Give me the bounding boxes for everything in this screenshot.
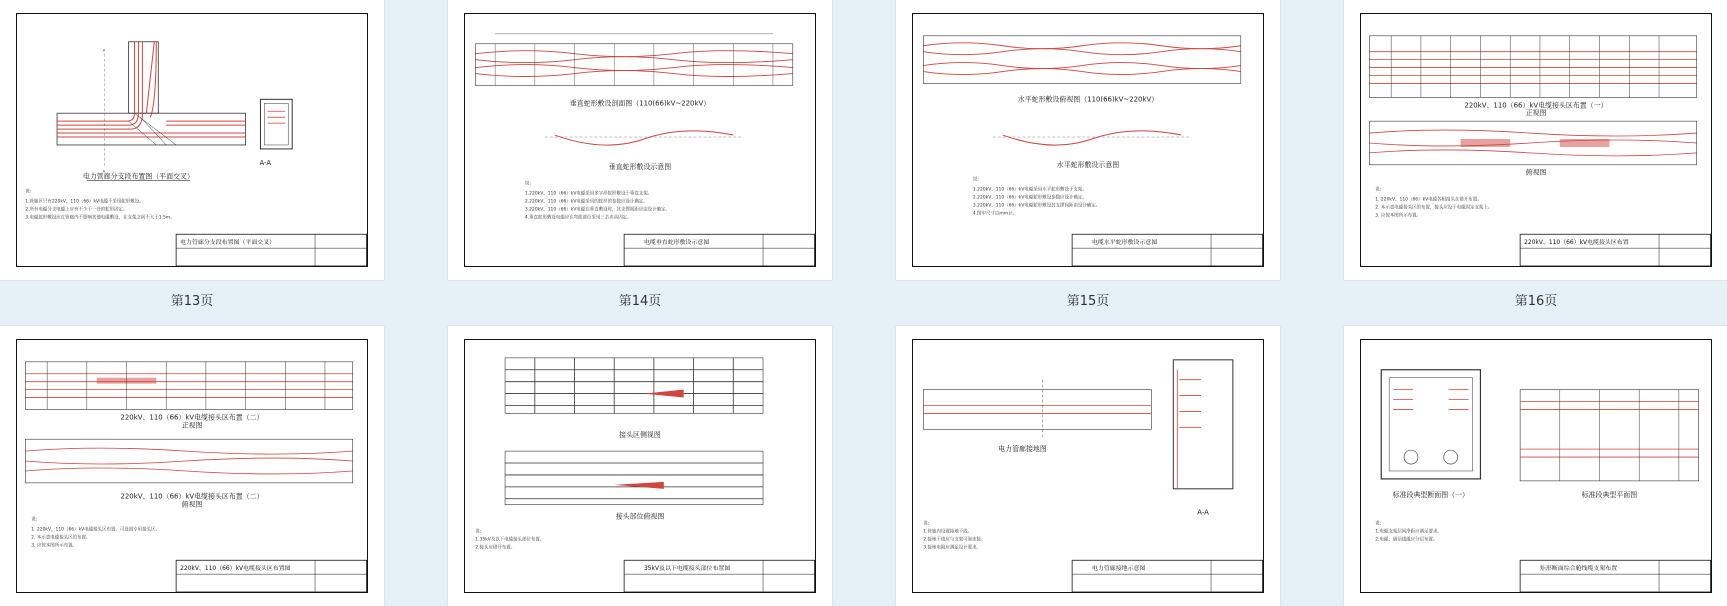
svg-text:4.图中尺寸以mm计。: 4.图中尺寸以mm计。 xyxy=(972,211,1018,217)
svg-text:2. 本示意电缆接头区的布置。: 2. 本示意电缆接头区的布置。 xyxy=(31,535,91,541)
drawing-sheet xyxy=(912,339,1264,593)
svg-text:2.所有电缆分支电缆上应有不少于一处的蛇形固定。: 2.所有电缆分支电缆上应有不少于一处的蛇形固定。 xyxy=(25,207,128,213)
drawing-14 xyxy=(465,14,815,266)
svg-text:说:: 说: xyxy=(923,521,930,527)
svg-text:A-A: A-A xyxy=(1197,508,1209,517)
title-block-text: 电力管廊分支段布置图（平面交叉） xyxy=(180,239,276,247)
svg-text:1.管廊区只有220kV、110（66）kV电缆不采用蛇形敷: 1.管廊区只有220kV、110（66）kV电缆不采用蛇形敷设。 xyxy=(25,199,144,205)
svg-text:1. 220kV、110（66）kV电缆各相接头在错开布置。: 1. 220kV、110（66）kV电缆各相接头在错开布置。 xyxy=(1375,197,1482,203)
drawing-sheet xyxy=(1360,339,1712,593)
svg-text:说:: 说: xyxy=(475,529,482,535)
svg-text:220kV、110（66）kV电缆接头区布置（二）: 220kV、110（66）kV电缆接头区布置（二） xyxy=(120,492,264,501)
svg-text:2.220kV、110（66）kV电缆采用的蛇形的参数应设计: 2.220kV、110（66）kV电缆采用的蛇形的参数应设计确定。 xyxy=(524,199,648,205)
page-thumbnail-17[interactable] xyxy=(0,326,384,606)
drawing-sheet xyxy=(16,339,368,593)
svg-text:矩形断面综合舱线缆支架布置: 矩形断面综合舱线缆支架布置 xyxy=(1539,565,1618,573)
page-thumbnail-15[interactable] xyxy=(896,0,1280,280)
svg-text:说:: 说: xyxy=(31,517,38,523)
svg-text:水平蛇形敷设俯视图（110(66)kV~220kV）: 水平蛇形敷设俯视图（110(66)kV~220kV） xyxy=(1017,95,1159,104)
svg-text:垂直蛇形敷设示意图: 垂直蛇形敷设示意图 xyxy=(608,162,672,171)
drawing-19 xyxy=(913,340,1263,592)
svg-text:俯视图: 俯视图 xyxy=(181,500,203,509)
svg-text:说:: 说: xyxy=(972,177,979,183)
drawing-subtitle: 电力管廊分支段布置图（平面交叉） xyxy=(82,172,194,181)
drawing-13 xyxy=(17,14,367,266)
svg-text:正视图: 正视图 xyxy=(1525,109,1547,118)
svg-text:正视图: 正视图 xyxy=(181,421,203,430)
svg-text:3.电缆蛇形敷设应在管廊内不影响其他电缆敷设，在支架之间不大: 3.电缆蛇形敷设应在管廊内不影响其他电缆敷设，在支架之间不大于1.5m。 xyxy=(25,215,175,221)
svg-text:接头区侧视图: 接头区侧视图 xyxy=(619,431,661,440)
svg-text:3. 应按本图所示布置。: 3. 应按本图所示布置。 xyxy=(1375,213,1422,219)
drawing-sheet xyxy=(464,339,816,593)
svg-text:220kV、110（66）kV电缆接头区布置（二）: 220kV、110（66）kV电缆接头区布置（二） xyxy=(120,413,264,422)
svg-text:说:: 说: xyxy=(1375,187,1382,193)
svg-text:220kV、110（66）kV电缆接头区布置: 220kV、110（66）kV电缆接头区布置 xyxy=(1524,239,1629,247)
page-thumbnail-19[interactable] xyxy=(896,326,1280,606)
svg-text:标准段典型断面图（一）: 标准段典型断面图（一） xyxy=(1392,490,1469,499)
page-label-13[interactable]: 第13页 xyxy=(170,294,214,309)
page-label-14[interactable]: 第14页 xyxy=(618,294,662,309)
drawing-18 xyxy=(465,340,815,592)
svg-text:俯视图: 俯视图 xyxy=(1525,168,1547,177)
svg-text:1.35kV及以下电缆接头部位布置。: 1.35kV及以下电缆接头部位布置。 xyxy=(475,537,545,543)
page-thumbnail-18[interactable] xyxy=(448,326,832,606)
page-label-15[interactable]: 第15页 xyxy=(1066,294,1110,309)
drawing-sheet xyxy=(912,13,1264,267)
svg-text:1. 220kV、110（66）kV电缆接头区布置，可设置专: 1. 220kV、110（66）kV电缆接头区布置，可设置专用接头区。 xyxy=(31,527,160,533)
svg-text:接头部位俯视图: 接头部位俯视图 xyxy=(615,512,665,521)
page-label-16[interactable]: 第16页 xyxy=(1514,294,1558,309)
page-thumbnail-20[interactable] xyxy=(1344,326,1727,606)
svg-text:说:: 说: xyxy=(524,181,531,187)
svg-text:电缆水平蛇形敷设示意图: 电缆水平蛇形敷设示意图 xyxy=(1091,239,1158,247)
svg-text:2.接头应错开布置。: 2.接头应错开布置。 xyxy=(475,545,516,551)
svg-text:垂直蛇形敷设剖面图（110(66)kV~220kV）: 垂直蛇形敷设剖面图（110(66)kV~220kV） xyxy=(569,99,711,108)
page-thumbnail-16[interactable] xyxy=(1344,0,1727,280)
svg-text:220kV、110（66）kV电缆接头区布置图: 220kV、110（66）kV电缆接头区布置图 xyxy=(180,565,291,573)
svg-text:电力管廊接地示意图: 电力管廊接地示意图 xyxy=(1091,565,1146,573)
svg-text:220kV、110（66）kV电缆接头区布置（一）: 220kV、110（66）kV电缆接头区布置（一） xyxy=(1464,101,1608,110)
svg-text:说:: 说: xyxy=(25,189,32,195)
svg-text:4.垂直蛇形敷设电缆应在弯曲部位采用三芯夹具固定。: 4.垂直蛇形敷设电缆应在弯曲部位采用三芯夹具固定。 xyxy=(524,215,632,221)
section-label: A-A xyxy=(259,158,272,167)
page-thumbnail-13[interactable] xyxy=(0,0,384,280)
svg-text:3. 应按本图所示布置。: 3. 应按本图所示布置。 xyxy=(31,543,78,549)
svg-text:2. 本示意电缆接头区的布置，接头应设于电缆固定支架上。: 2. 本示意电缆接头区的布置，接头应设于电缆固定支架上。 xyxy=(1375,205,1493,211)
svg-text:A: A xyxy=(102,48,106,53)
drawing-16 xyxy=(1361,14,1711,266)
svg-text:水平蛇形敷设示意图: 水平蛇形敷设示意图 xyxy=(1056,160,1120,169)
drawing-sheet xyxy=(1360,13,1712,267)
svg-text:1.电缆支架层间净距应满足要求。: 1.电缆支架层间净距应满足要求。 xyxy=(1375,529,1442,535)
drawing-sheet xyxy=(16,13,368,267)
drawing-15 xyxy=(913,14,1263,266)
svg-text:1.220kV、110（66）kV电缆采用水平蛇形敷设于支架: 1.220kV、110（66）kV电缆采用水平蛇形敷设于支架。 xyxy=(972,187,1087,193)
svg-text:2.接地干线应与支架可靠连接。: 2.接地干线应与支架可靠连接。 xyxy=(923,537,986,543)
svg-text:1.管廊内设置接地干线。: 1.管廊内设置接地干线。 xyxy=(923,529,973,535)
drawing-sheet xyxy=(464,13,816,267)
svg-text:3.220kV、110（66）kV电缆蛇形敷设其支撑间距由设: 3.220kV、110（66）kV电缆蛇形敷设其支撑间距由设计确定。 xyxy=(972,203,1101,209)
svg-text:说:: 说: xyxy=(1375,521,1382,527)
svg-text:3.220kV、110（66）kV电缆在垂直敷设时，其支撑间: 3.220kV、110（66）kV电缆在垂直敷设时，其支撑间距应由设计确定。 xyxy=(524,207,670,213)
svg-text:2.220kV、110（66）kV电缆蛇形敷设参数应设计确定: 2.220kV、110（66）kV电缆蛇形敷设参数应设计确定。 xyxy=(972,195,1087,201)
svg-text:1.220kV、110（66）kV电缆采用多字形蛇形敷设于垂: 1.220kV、110（66）kV电缆采用多字形蛇形敷设于垂直支架。 xyxy=(524,191,653,197)
svg-text:电力管廊接地图: 电力管廊接地图 xyxy=(998,445,1047,454)
drawing-17 xyxy=(17,340,367,592)
drawing-20 xyxy=(1361,340,1711,592)
svg-text:35kV及以下电缆接头部位布置图: 35kV及以下电缆接头部位布置图 xyxy=(643,565,731,573)
svg-text:标准段典型平面图: 标准段典型平面图 xyxy=(1581,490,1638,499)
svg-text:A: A xyxy=(102,169,106,174)
svg-text:电缆垂直蛇形敷设示意图: 电缆垂直蛇形敷设示意图 xyxy=(643,239,710,247)
page-thumbnail-14[interactable] xyxy=(448,0,832,280)
svg-text:2.电缆、通信线缆应分层布置。: 2.电缆、通信线缆应分层布置。 xyxy=(1375,537,1438,543)
svg-text:3.接地电阻应满足设计要求。: 3.接地电阻应满足设计要求。 xyxy=(923,545,981,551)
